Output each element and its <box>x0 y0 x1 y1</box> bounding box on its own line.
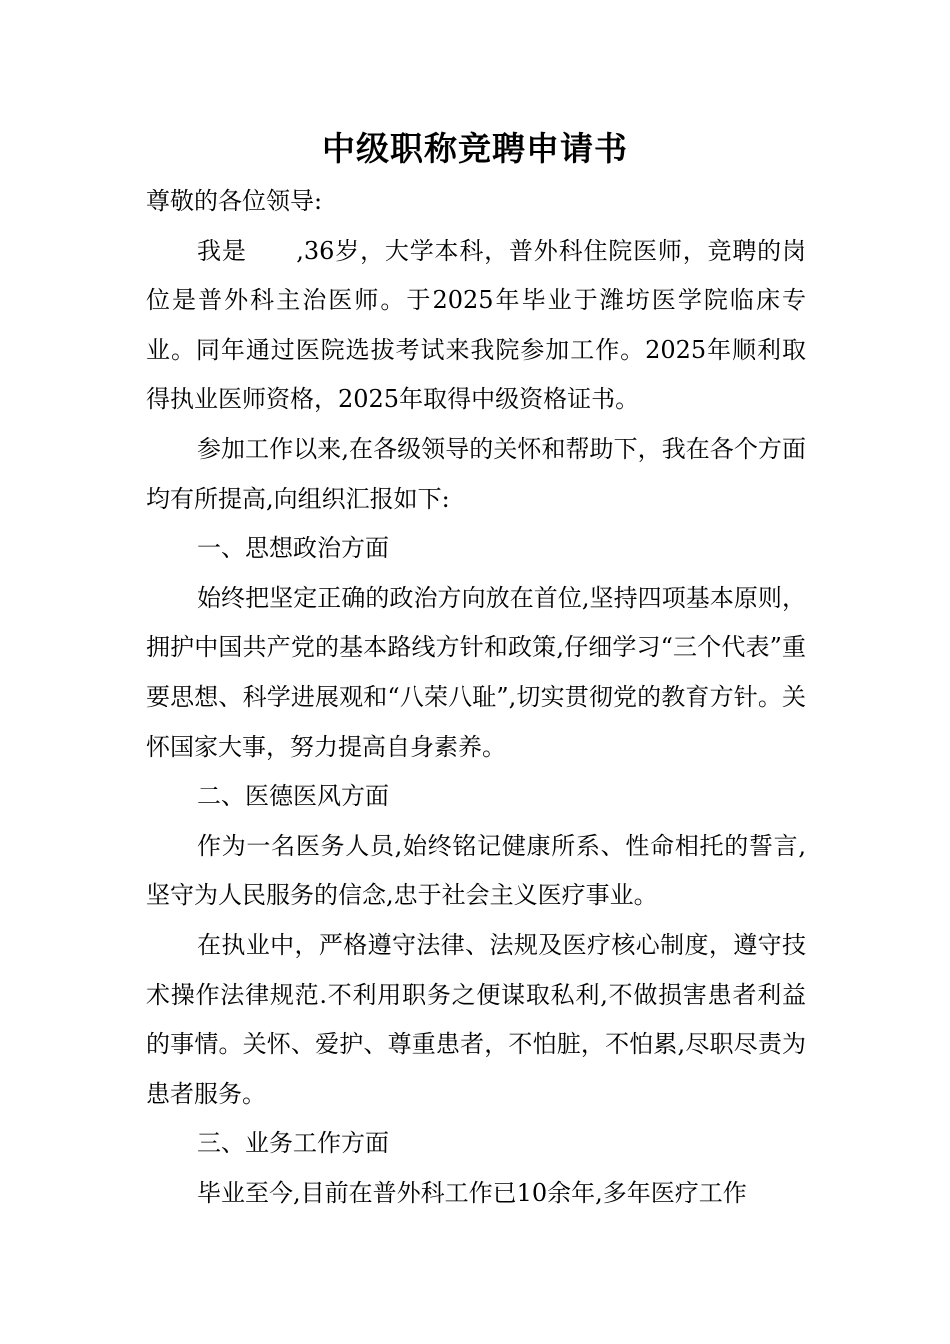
section-heading-political: 一、思想政治方面 <box>197 534 389 563</box>
paragraph-intro: 我是 ,36岁，大学本科，普外科住院医师，竞聘的岗位是普外科主治医师。于2025年毕业于潍坊医学院临床专业。同年通过医院选拔考试来我院参加工作。2025年顺利取得执业医师资格，2025年取得中级资格证书。 <box>146 236 806 414</box>
paragraph-overview: 参加工作以来,在各级领导的关怀和帮助下，我在各个方面均有所提高,向组织汇报如下: <box>146 434 806 513</box>
document-title: 中级职称竞聘申请书 <box>322 129 628 168</box>
salutation: 尊敬的各位领导: <box>146 187 323 215</box>
section-heading-ethics: 二、医德医风方面 <box>197 782 389 811</box>
paragraph-work: 毕业至今,目前在普外科工作已10余年,多年医疗工作 <box>197 1178 747 1207</box>
section-heading-work: 三、业务工作方面 <box>197 1129 389 1158</box>
paragraph-political: 始终把坚定正确的政治方向放在首位,坚持四项基本原则，拥护中国共产党的基本路线方针和政策,仔细学习“三个代表”重要思想、科学进展观和“八荣八耻”,切实贯彻党的教育方针。关怀国家大事，努力提高自身素养。 <box>146 583 806 761</box>
document-body <box>146 177 806 1218</box>
paragraph-practice: 在执业中，严格遵守法律、法规及医疗核心制度，遵守技术操作法律规范.不利用职务之便谋取私利,不做损害患者利益的事情。关怀、爱护、尊重患者，不怕脏，不怕累,尽职尽责为患者服务。 <box>146 930 806 1108</box>
paragraph-ethics: 作为一名医务人员,始终铭记健康所系、性命相托的誓言,坚守为人民服务的信念,忠于社会主义医疗事业。 <box>146 831 806 910</box>
